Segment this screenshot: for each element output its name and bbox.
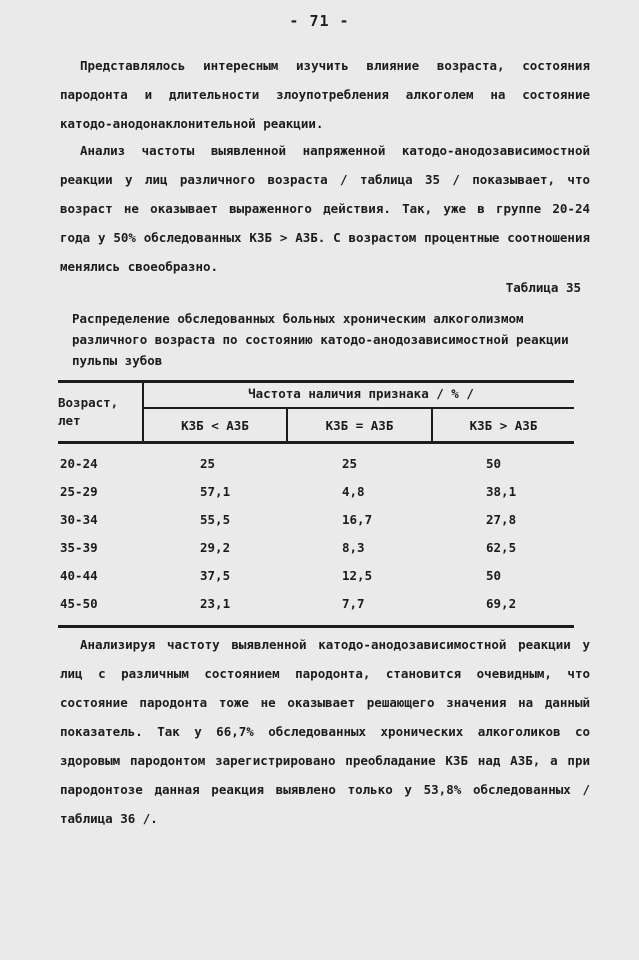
paragraph-intro bbox=[60, 51, 590, 138]
cell-value: 50 bbox=[486, 456, 502, 471]
paragraph-intro-text: Представлялось интересным изучить влияние возраста, состояния пародонта и длительности злоупотребления алкоголем на состояние катодо-анодонаклонительной реакции. bbox=[60, 58, 590, 131]
cell-age: 45-50 bbox=[60, 596, 98, 611]
table-caption: Распределение обследованных больных хроническим алкоголизмом различного возраста по состоянию катодо-анодозависимостной реакции пульпы зубов bbox=[72, 311, 569, 368]
cell-value: 38,1 bbox=[486, 484, 517, 499]
cell-age: 25-29 bbox=[60, 484, 98, 499]
cell-value: 57,1 bbox=[200, 484, 231, 499]
table-row bbox=[58, 456, 574, 482]
table-subheader-rule bbox=[58, 441, 574, 444]
cell-value: 27,8 bbox=[486, 512, 517, 527]
subheader-kzb-less: КЗБ < АЗБ bbox=[181, 418, 249, 433]
paragraph-periodontal-analysis bbox=[60, 630, 590, 833]
cell-value: 12,5 bbox=[342, 568, 373, 583]
table-label: Таблица 35 bbox=[505, 280, 581, 295]
cell-age: 35-39 bbox=[60, 540, 98, 555]
cell-age: 40-44 bbox=[60, 568, 98, 583]
table-divider bbox=[142, 380, 144, 444]
table-row bbox=[58, 540, 574, 566]
cell-value: 16,7 bbox=[342, 512, 373, 527]
cell-value: 4,8 bbox=[342, 484, 365, 499]
cell-value: 25 bbox=[200, 456, 216, 471]
cell-value: 37,5 bbox=[200, 568, 231, 583]
table-row bbox=[58, 512, 574, 538]
cell-value: 50 bbox=[486, 568, 502, 583]
table-header-rule bbox=[144, 407, 574, 409]
cell-value: 69,2 bbox=[486, 596, 517, 611]
subheader-kzb-greater: КЗБ > АЗБ bbox=[469, 418, 538, 433]
cell-value: 29,2 bbox=[200, 540, 231, 555]
paragraph-age-analysis-text: Анализ частоты выявленной напряженной катодо-анодозависимостной реакции у лиц различного возраста / таблица 35 / показывает, что возраст не оказывает выраженного действия. Так, уже в группе 20-24 года у 50% обследованных КЗБ > АЗБ. С возрастом процентные соотношения менялись своеобразно. bbox=[60, 143, 590, 274]
cell-value: 23,1 bbox=[200, 596, 231, 611]
cell-age: 20-24 bbox=[60, 456, 98, 471]
header-frequency: Частота наличия признака / % / bbox=[248, 386, 474, 401]
cell-value: 62,5 bbox=[486, 540, 517, 555]
paragraph-periodontal-analysis-text: Анализируя частоту выявленной катодо-анодозависимостной реакции у лиц с различным состоянием пародонта, становится очевидным, что состояние пародонта тоже не оказывает решающего значения на данный показатель. Так у 66,7% обследованных хронических алкоголиков со здоровым пародонтом зарегистрировано преобладание КЗБ над АЗБ, а при пародонтозе данная реакция выявлено только у 53,8% обследованных / таблица 36 /. bbox=[60, 637, 590, 826]
table-row bbox=[58, 596, 574, 622]
subheader-kzb-equal: КЗБ = АЗБ bbox=[325, 418, 394, 433]
data-table bbox=[58, 380, 574, 628]
table-top-rule bbox=[58, 380, 574, 383]
cell-value: 25 bbox=[342, 456, 358, 471]
cell-age: 30-34 bbox=[60, 512, 98, 527]
table-row bbox=[58, 484, 574, 510]
page-number: - 71 - bbox=[289, 12, 350, 30]
cell-value: 8,3 bbox=[342, 540, 365, 555]
table-bottom-rule bbox=[58, 625, 574, 628]
table-row bbox=[58, 568, 574, 594]
cell-value: 7,7 bbox=[342, 596, 365, 611]
cell-value: 55,5 bbox=[200, 512, 231, 527]
paragraph-age-analysis bbox=[60, 136, 590, 281]
header-age: Возраст, лет bbox=[58, 395, 119, 428]
